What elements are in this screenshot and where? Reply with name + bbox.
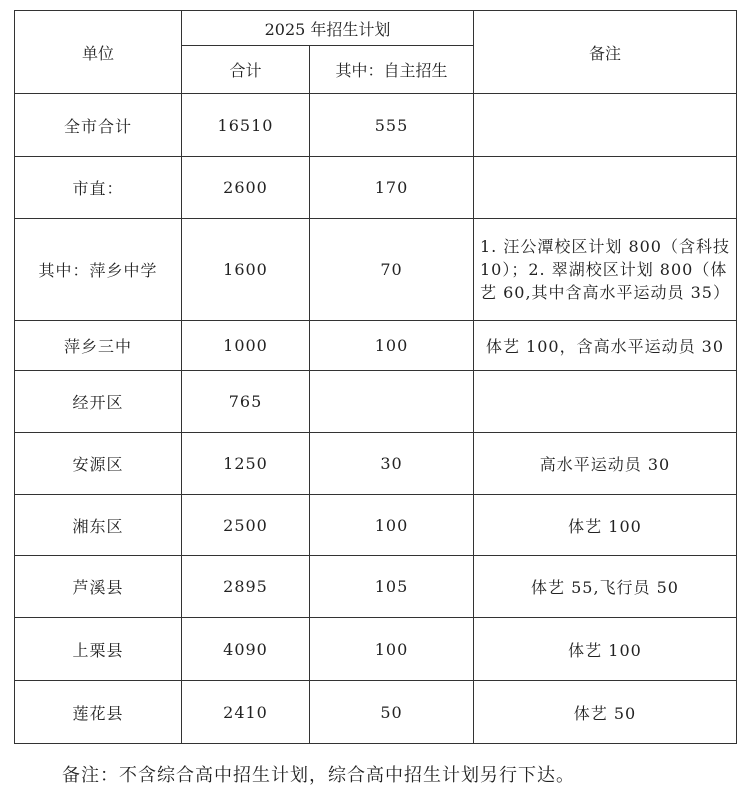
cell-self: 100 — [310, 618, 474, 681]
cell-self: 105 — [310, 556, 474, 618]
header-unit: 单位 — [15, 11, 182, 94]
cell-unit: 芦溪县 — [15, 556, 182, 618]
cell-unit: 经开区 — [15, 371, 182, 433]
cell-total: 2410 — [182, 681, 310, 744]
cell-remark: 体艺 100 — [474, 495, 737, 556]
header-remark: 备注 — [474, 11, 737, 94]
cell-self: 100 — [310, 495, 474, 556]
cell-total: 1600 — [182, 219, 310, 321]
cell-unit: 萍乡三中 — [15, 321, 182, 371]
cell-self: 50 — [310, 681, 474, 744]
cell-unit: 其中：萍乡中学 — [15, 219, 182, 321]
cell-self: 30 — [310, 433, 474, 495]
footnote: 备注：不含综合高中招生计划，综合高中招生计划另行下达。 — [62, 765, 575, 786]
cell-total: 2500 — [182, 495, 310, 556]
cell-total: 4090 — [182, 618, 310, 681]
cell-self: 100 — [310, 321, 474, 371]
cell-remark: 体艺 100 — [474, 618, 737, 681]
table-row — [15, 495, 737, 556]
cell-remark — [474, 157, 737, 219]
cell-remark — [474, 371, 737, 433]
table-row — [15, 157, 737, 219]
cell-unit: 安源区 — [15, 433, 182, 495]
cell-unit: 市直： — [15, 157, 182, 219]
table-row — [15, 556, 737, 618]
cell-unit: 莲花县 — [15, 681, 182, 744]
cell-total: 1000 — [182, 321, 310, 371]
header-self: 其中：自主招生 — [310, 46, 474, 94]
cell-total: 16510 — [182, 94, 310, 157]
header-total: 合计 — [182, 46, 310, 94]
cell-total: 1250 — [182, 433, 310, 495]
cell-total: 2895 — [182, 556, 310, 618]
cell-self: 170 — [310, 157, 474, 219]
table-row — [15, 433, 737, 495]
cell-remark: 体艺 100，含高水平运动员 30 — [474, 321, 737, 371]
cell-unit: 湘东区 — [15, 495, 182, 556]
cell-remark: 体艺 55,飞行员 50 — [474, 556, 737, 618]
cell-unit: 上栗县 — [15, 618, 182, 681]
table-row — [15, 219, 737, 321]
cell-self — [310, 371, 474, 433]
table-row — [15, 94, 737, 157]
cell-total: 2600 — [182, 157, 310, 219]
cell-unit: 全市合计 — [15, 94, 182, 157]
cell-remark: 体艺 50 — [474, 681, 737, 744]
table-row — [15, 681, 737, 744]
table-row — [15, 618, 737, 681]
header-plan: 2025 年招生计划 — [182, 11, 474, 46]
cell-remark — [474, 94, 737, 157]
cell-total: 765 — [182, 371, 310, 433]
table-row — [15, 371, 737, 433]
table-row — [15, 321, 737, 371]
cell-remark: 高水平运动员 30 — [474, 433, 737, 495]
cell-remark: 1. 汪公潭校区计划 800（含科技 10）；2. 翠湖校区计划 800（体艺 60,其中含高水平运动员 35） — [474, 219, 737, 321]
enrollment-plan-table — [14, 10, 737, 744]
cell-self: 555 — [310, 94, 474, 157]
cell-self: 70 — [310, 219, 474, 321]
